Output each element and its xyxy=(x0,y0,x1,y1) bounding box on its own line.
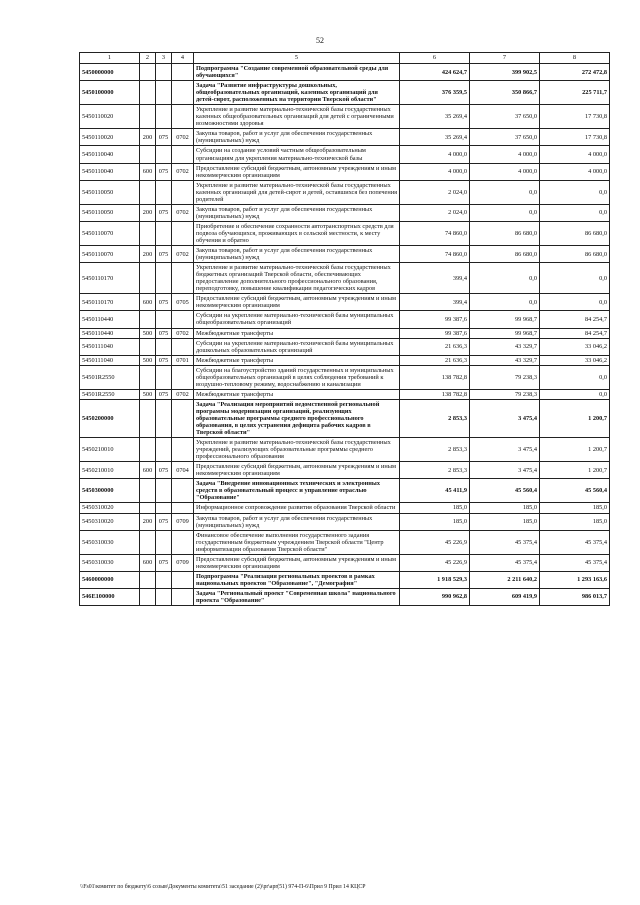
row-amount-year1: 74 860,0 xyxy=(400,246,470,263)
row-section: 0705 xyxy=(172,294,194,311)
header-col-6: 6 xyxy=(400,53,470,64)
row-amount-year3: 4 000,0 xyxy=(540,146,610,163)
row-expense-type: 200 xyxy=(140,129,156,146)
row-ministry xyxy=(156,530,172,554)
row-code: 5450110040 xyxy=(80,163,140,180)
row-ministry xyxy=(156,81,172,105)
row-code: 5450000000 xyxy=(80,64,140,81)
row-expense-type xyxy=(140,338,156,355)
row-amount-year2: 79 238,3 xyxy=(470,365,540,389)
row-amount-year3: 272 472,8 xyxy=(540,64,610,81)
row-expense-type xyxy=(140,180,156,204)
row-amount-year3: 1 200,7 xyxy=(540,462,610,479)
row-code: 5450100000 xyxy=(80,81,140,105)
row-description: Субсидии на благоустройство зданий государственных и муниципальных общеобразовательных организаций в целях соблюдения требований к воздушно-тепловому режиму, водоснабжению и канализации xyxy=(194,365,400,389)
row-amount-year1: 4 000,0 xyxy=(400,146,470,163)
budget-table xyxy=(79,52,610,606)
row-amount-year3: 0,0 xyxy=(540,204,610,221)
row-expense-type xyxy=(140,64,156,81)
table-row xyxy=(80,479,610,503)
row-description: Предоставление субсидий бюджетным, автономным учреждениям и иным некоммерческим организациям xyxy=(194,163,400,180)
page-number: 52 xyxy=(316,36,324,45)
row-amount-year3: 0,0 xyxy=(540,389,610,399)
row-amount-year3: 45 375,4 xyxy=(540,530,610,554)
row-ministry xyxy=(156,438,172,462)
row-section xyxy=(172,263,194,294)
row-ministry xyxy=(156,263,172,294)
row-amount-year1: 399,4 xyxy=(400,263,470,294)
row-amount-year2: 3 475,4 xyxy=(470,462,540,479)
row-code: 5450110440 xyxy=(80,311,140,328)
header-col-8: 8 xyxy=(540,53,610,64)
row-ministry: 075 xyxy=(156,554,172,571)
row-description: Предоставление субсидий бюджетным, автономным учреждениям и иным некоммерческим организациям xyxy=(194,462,400,479)
row-expense-type xyxy=(140,503,156,513)
row-amount-year1: 45 226,9 xyxy=(400,530,470,554)
row-ministry xyxy=(156,105,172,129)
row-code: 5450110170 xyxy=(80,263,140,294)
row-ministry xyxy=(156,338,172,355)
row-amount-year2: 79 238,3 xyxy=(470,389,540,399)
row-amount-year3: 986 013,7 xyxy=(540,588,610,605)
row-expense-type: 200 xyxy=(140,246,156,263)
row-ministry xyxy=(156,479,172,503)
row-amount-year1: 35 269,4 xyxy=(400,105,470,129)
row-amount-year3: 17 730,8 xyxy=(540,129,610,146)
row-ministry: 075 xyxy=(156,462,172,479)
row-section: 0709 xyxy=(172,513,194,530)
row-section xyxy=(172,146,194,163)
row-amount-year3: 33 046,2 xyxy=(540,355,610,365)
row-description: Информационное сопровождение развития образования Тверской области xyxy=(194,503,400,513)
row-amount-year3: 0,0 xyxy=(540,365,610,389)
row-amount-year3: 84 254,7 xyxy=(540,328,610,338)
row-amount-year3: 45 375,4 xyxy=(540,554,610,571)
row-amount-year1: 399,4 xyxy=(400,294,470,311)
row-description: Предоставление субсидий бюджетным, автономным учреждениям и иным некоммерческим организациям xyxy=(194,554,400,571)
row-description: Задача "Реализация мероприятий ведомственной региональной программы модернизации организаций, реализующих образовательные программы среднего профессионального образования, в целях устранения дефицита рабочих кадров в Тверской области" xyxy=(194,399,400,437)
row-amount-year2: 86 680,0 xyxy=(470,246,540,263)
row-section: 0702 xyxy=(172,389,194,399)
row-amount-year3: 1 200,7 xyxy=(540,399,610,437)
row-amount-year2: 0,0 xyxy=(470,180,540,204)
table-row xyxy=(80,246,610,263)
row-description: Закупка товаров, работ и услуг для обеспечения государственных (муниципальных) нужд xyxy=(194,129,400,146)
table-row xyxy=(80,365,610,389)
row-amount-year2: 609 419,9 xyxy=(470,588,540,605)
row-amount-year3: 0,0 xyxy=(540,180,610,204)
row-code: 5450110440 xyxy=(80,328,140,338)
row-expense-type xyxy=(140,588,156,605)
row-amount-year2: 185,0 xyxy=(470,503,540,513)
row-ministry: 075 xyxy=(156,355,172,365)
row-amount-year2: 4 000,0 xyxy=(470,163,540,180)
row-code: 5450310020 xyxy=(80,513,140,530)
row-ministry xyxy=(156,180,172,204)
row-description: Укрепление и развитие материально-технической базы государственных учреждений, реализующих образовательные программы среднего профессионального образования xyxy=(194,438,400,462)
row-amount-year3: 225 711,7 xyxy=(540,81,610,105)
row-amount-year1: 45 226,9 xyxy=(400,554,470,571)
row-amount-year1: 2 024,0 xyxy=(400,180,470,204)
table-row xyxy=(80,503,610,513)
row-amount-year1: 138 782,8 xyxy=(400,389,470,399)
row-amount-year1: 21 636,3 xyxy=(400,338,470,355)
row-code: 5450111040 xyxy=(80,355,140,365)
row-ministry xyxy=(156,365,172,389)
row-description: Подпрограмма "Создание современной образовательной среды для обучающихся" xyxy=(194,64,400,81)
row-amount-year3: 185,0 xyxy=(540,503,610,513)
row-section xyxy=(172,365,194,389)
row-code: 54501R2550 xyxy=(80,365,140,389)
row-description: Предоставление субсидий бюджетным, автономным учреждениям и иным некоммерческим организациям xyxy=(194,294,400,311)
row-section: 0702 xyxy=(172,328,194,338)
row-code: 5450110050 xyxy=(80,180,140,204)
row-amount-year1: 1 918 529,3 xyxy=(400,571,470,588)
row-code: 5450111040 xyxy=(80,338,140,355)
row-amount-year2: 37 650,0 xyxy=(470,129,540,146)
row-ministry: 075 xyxy=(156,204,172,221)
header-col-3: 3 xyxy=(156,53,172,64)
row-amount-year1: 35 269,4 xyxy=(400,129,470,146)
row-amount-year3: 84 254,7 xyxy=(540,311,610,328)
row-description: Финансовое обеспечение выполнения государственного задания государственным бюджетным учреждением Тверской области "Центр информатизации образования Тверской области" xyxy=(194,530,400,554)
row-section xyxy=(172,180,194,204)
row-amount-year3: 4 000,0 xyxy=(540,163,610,180)
row-code: 5460000000 xyxy=(80,571,140,588)
row-amount-year2: 37 650,0 xyxy=(470,105,540,129)
row-description: Субсидии на создание условий частным общеобразовательным организациям для укрепления материально-технической базы xyxy=(194,146,400,163)
table-row xyxy=(80,311,610,328)
table-row xyxy=(80,294,610,311)
row-amount-year3: 86 680,0 xyxy=(540,246,610,263)
row-ministry xyxy=(156,146,172,163)
row-section: 0701 xyxy=(172,355,194,365)
row-section xyxy=(172,399,194,437)
row-amount-year3: 86 680,0 xyxy=(540,221,610,245)
row-amount-year2: 2 211 640,2 xyxy=(470,571,540,588)
header-col-5: 5 xyxy=(194,53,400,64)
header-col-4: 4 xyxy=(172,53,194,64)
row-description: Межбюджетные трансферты xyxy=(194,328,400,338)
row-section: 0709 xyxy=(172,554,194,571)
table-row xyxy=(80,221,610,245)
row-section xyxy=(172,81,194,105)
row-section xyxy=(172,105,194,129)
row-code: 5450110170 xyxy=(80,294,140,311)
row-expense-type: 200 xyxy=(140,513,156,530)
row-code: 5450110020 xyxy=(80,129,140,146)
table-row xyxy=(80,355,610,365)
row-amount-year2: 3 475,4 xyxy=(470,438,540,462)
row-ministry: 075 xyxy=(156,246,172,263)
table-row xyxy=(80,554,610,571)
row-section: 0702 xyxy=(172,246,194,263)
row-expense-type xyxy=(140,479,156,503)
row-amount-year1: 21 636,3 xyxy=(400,355,470,365)
table-row xyxy=(80,389,610,399)
row-expense-type xyxy=(140,146,156,163)
row-section xyxy=(172,64,194,81)
row-code: 5450110020 xyxy=(80,105,140,129)
row-code: 5450110070 xyxy=(80,246,140,263)
row-description: Задача "Развитие инфраструктуры дошкольных, общеобразовательных организаций, казенных организаций для детей-сирот, расположенных на территории Тверской области" xyxy=(194,81,400,105)
row-amount-year1: 2 853,3 xyxy=(400,438,470,462)
row-amount-year3: 1 293 163,6 xyxy=(540,571,610,588)
table-row xyxy=(80,438,610,462)
row-description: Субсидии на укрепление материально-технической базы муниципальных общеобразовательных организаций xyxy=(194,311,400,328)
header-col-7: 7 xyxy=(470,53,540,64)
row-section xyxy=(172,503,194,513)
row-amount-year3: 33 046,2 xyxy=(540,338,610,355)
row-amount-year1: 99 387,6 xyxy=(400,311,470,328)
row-expense-type xyxy=(140,263,156,294)
row-section xyxy=(172,571,194,588)
row-section xyxy=(172,221,194,245)
row-ministry: 075 xyxy=(156,328,172,338)
row-amount-year1: 376 359,5 xyxy=(400,81,470,105)
table-row xyxy=(80,263,610,294)
row-code: 546E100000 xyxy=(80,588,140,605)
row-expense-type: 500 xyxy=(140,389,156,399)
table-row xyxy=(80,180,610,204)
row-expense-type xyxy=(140,530,156,554)
row-ministry: 075 xyxy=(156,294,172,311)
row-ministry xyxy=(156,588,172,605)
row-section: 0702 xyxy=(172,204,194,221)
row-amount-year1: 4 000,0 xyxy=(400,163,470,180)
row-ministry: 075 xyxy=(156,389,172,399)
row-amount-year1: 138 782,8 xyxy=(400,365,470,389)
row-amount-year2: 99 968,7 xyxy=(470,311,540,328)
row-amount-year1: 99 387,6 xyxy=(400,328,470,338)
row-section: 0702 xyxy=(172,163,194,180)
row-amount-year2: 0,0 xyxy=(470,263,540,294)
row-description: Задача "Внедрение инновационных технических и электронных средств в образовательный процесс и управление отраслью "Образование" xyxy=(194,479,400,503)
table-row xyxy=(80,105,610,129)
row-amount-year2: 4 000,0 xyxy=(470,146,540,163)
row-section xyxy=(172,438,194,462)
row-amount-year3: 17 730,8 xyxy=(540,105,610,129)
row-amount-year2: 86 680,0 xyxy=(470,221,540,245)
table-row xyxy=(80,338,610,355)
row-amount-year1: 2 853,3 xyxy=(400,462,470,479)
row-expense-type: 600 xyxy=(140,294,156,311)
table-row xyxy=(80,81,610,105)
row-code: 5450310020 xyxy=(80,503,140,513)
row-section: 0704 xyxy=(172,462,194,479)
row-amount-year3: 0,0 xyxy=(540,294,610,311)
table-row xyxy=(80,129,610,146)
header-col-2: 2 xyxy=(140,53,156,64)
row-section xyxy=(172,311,194,328)
row-description: Укрепление и развитие материально-технической базы государственных казенных общеобразовательных организаций для детей с ограниченными возможностями здоровья xyxy=(194,105,400,129)
row-description: Закупка товаров, работ и услуг для обеспечения государственных (муниципальных) нужд xyxy=(194,204,400,221)
row-code: 5450210010 xyxy=(80,438,140,462)
row-expense-type xyxy=(140,221,156,245)
row-code: 5450200000 xyxy=(80,399,140,437)
row-code: 5450310030 xyxy=(80,554,140,571)
row-amount-year1: 424 624,7 xyxy=(400,64,470,81)
table-row xyxy=(80,513,610,530)
row-ministry: 075 xyxy=(156,163,172,180)
row-amount-year2: 0,0 xyxy=(470,204,540,221)
row-expense-type: 500 xyxy=(140,328,156,338)
table-body xyxy=(80,64,610,606)
row-ministry xyxy=(156,503,172,513)
row-description: Закупка товаров, работ и услуг для обеспечения государственных (муниципальных) нужд xyxy=(194,246,400,263)
row-expense-type: 600 xyxy=(140,554,156,571)
row-expense-type xyxy=(140,105,156,129)
row-code: 5450310030 xyxy=(80,530,140,554)
row-description: Задача "Региональный проект "Современная школа" национального проекта "Образование" xyxy=(194,588,400,605)
row-code: 5450110040 xyxy=(80,146,140,163)
table-row xyxy=(80,588,610,605)
table-row xyxy=(80,571,610,588)
header-col-1: 1 xyxy=(80,53,140,64)
row-ministry: 075 xyxy=(156,129,172,146)
row-description: Закупка товаров, работ и услуг для обеспечения государственных (муниципальных) нужд xyxy=(194,513,400,530)
row-ministry xyxy=(156,571,172,588)
row-amount-year2: 99 968,7 xyxy=(470,328,540,338)
row-description: Межбюджетные трансферты xyxy=(194,389,400,399)
row-section xyxy=(172,479,194,503)
row-code: 54501R2550 xyxy=(80,389,140,399)
table-row xyxy=(80,530,610,554)
row-ministry xyxy=(156,311,172,328)
row-expense-type: 500 xyxy=(140,355,156,365)
row-code: 5450300000 xyxy=(80,479,140,503)
row-ministry xyxy=(156,64,172,81)
row-expense-type xyxy=(140,311,156,328)
row-ministry xyxy=(156,399,172,437)
row-amount-year2: 399 902,5 xyxy=(470,64,540,81)
row-description: Подпрограмма "Реализация региональных проектов в рамках национальных проектов "Образование", "Демография" xyxy=(194,571,400,588)
row-amount-year1: 74 860,0 xyxy=(400,221,470,245)
row-amount-year2: 45 375,4 xyxy=(470,554,540,571)
table-row xyxy=(80,64,610,81)
row-expense-type xyxy=(140,399,156,437)
row-ministry xyxy=(156,221,172,245)
table-row xyxy=(80,163,610,180)
row-section xyxy=(172,588,194,605)
row-expense-type xyxy=(140,81,156,105)
row-expense-type: 600 xyxy=(140,163,156,180)
row-expense-type xyxy=(140,365,156,389)
row-description: Субсидии на укрепление материально-технической базы муниципальных дошкольных образовательных организаций xyxy=(194,338,400,355)
row-amount-year2: 45 560,4 xyxy=(470,479,540,503)
row-expense-type xyxy=(140,438,156,462)
row-amount-year1: 185,0 xyxy=(400,503,470,513)
row-amount-year1: 45 411,9 xyxy=(400,479,470,503)
row-expense-type xyxy=(140,571,156,588)
table-row xyxy=(80,328,610,338)
row-amount-year3: 1 200,7 xyxy=(540,438,610,462)
table-row xyxy=(80,204,610,221)
row-code: 5450110050 xyxy=(80,204,140,221)
row-amount-year2: 43 329,7 xyxy=(470,338,540,355)
table-row xyxy=(80,462,610,479)
row-expense-type: 600 xyxy=(140,462,156,479)
row-amount-year2: 43 329,7 xyxy=(470,355,540,365)
table-header-row xyxy=(80,53,610,64)
row-amount-year3: 0,0 xyxy=(540,263,610,294)
table-row xyxy=(80,146,610,163)
row-ministry: 075 xyxy=(156,513,172,530)
row-amount-year1: 185,0 xyxy=(400,513,470,530)
row-description: Приобретение и обеспечение сохранности автотранспортных средств для подвоза обучающихся, проживающих в сельской местности, к месту обучения и обратно xyxy=(194,221,400,245)
row-amount-year3: 185,0 xyxy=(540,513,610,530)
row-expense-type: 200 xyxy=(140,204,156,221)
row-section xyxy=(172,530,194,554)
row-amount-year2: 350 866,7 xyxy=(470,81,540,105)
row-amount-year3: 45 560,4 xyxy=(540,479,610,503)
row-description: Укрепление и развитие материально-технической базы государственных казенных организаций для детей-сирот и детей, оставшихся без попечения родителей xyxy=(194,180,400,204)
table-row xyxy=(80,399,610,437)
row-code: 5450210010 xyxy=(80,462,140,479)
row-amount-year1: 2 024,0 xyxy=(400,204,470,221)
row-section: 0702 xyxy=(172,129,194,146)
row-amount-year2: 0,0 xyxy=(470,294,540,311)
row-amount-year1: 990 962,8 xyxy=(400,588,470,605)
row-amount-year2: 3 475,4 xyxy=(470,399,540,437)
row-description: Укрепление и развитие материально-технической базы государственных бюджетных организаций Тверской области, обеспечивающих предоставление дополнительного профессионального образования, переподготовку, повышение квалификации педагогических кадров xyxy=(194,263,400,294)
row-description: Межбюджетные трансферты xyxy=(194,355,400,365)
row-amount-year2: 45 375,4 xyxy=(470,530,540,554)
row-amount-year2: 185,0 xyxy=(470,513,540,530)
row-section xyxy=(172,338,194,355)
row-code: 5450110070 xyxy=(80,221,140,245)
row-amount-year1: 2 853,3 xyxy=(400,399,470,437)
file-path-footer: \\Fs01\комитет по бюджету\6 созыв\Документы комитета\51 заседание (2)\pr\apr(51) 974-П-6\Прил 9 Прил 14 КЦСР xyxy=(80,884,366,890)
